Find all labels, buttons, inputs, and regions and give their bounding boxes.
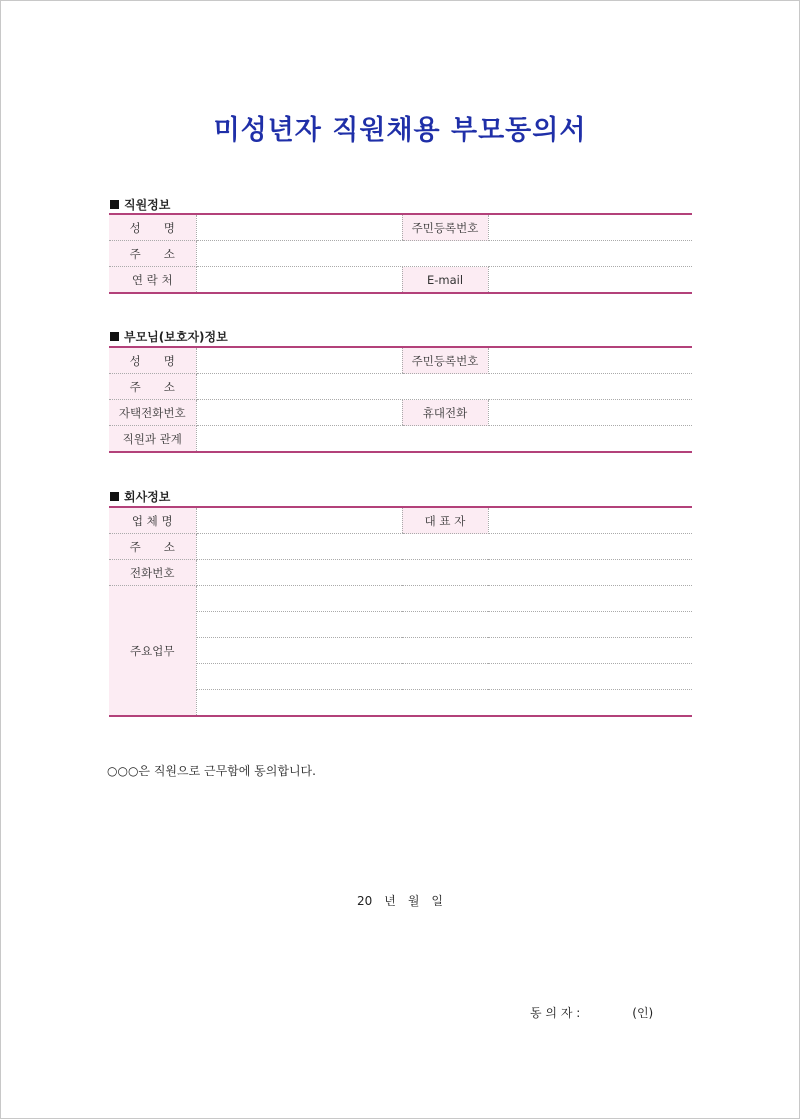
guardian-mobile-field[interactable] [488, 400, 692, 426]
employee-name-label: 성 명 [109, 214, 196, 241]
table-row [109, 664, 692, 690]
guardian-rrn-field[interactable] [488, 347, 692, 374]
seal-mark: (인) [632, 1006, 654, 1020]
company-duties-line[interactable] [196, 638, 692, 664]
signer-label: 동 의 자 : [530, 1006, 581, 1020]
consent-statement: ○○○은 직원으로 근무함에 동의합니다. [107, 764, 316, 778]
company-ceo-field[interactable] [488, 507, 692, 534]
square-bullet-icon [110, 332, 119, 341]
table-row [109, 241, 692, 267]
employee-rrn-label: 주민등록번호 [402, 214, 488, 241]
signer-line [530, 1004, 653, 1021]
employee-rrn-field[interactable] [488, 214, 692, 241]
guardian-address-field[interactable] [196, 374, 692, 400]
square-bullet-icon [110, 492, 119, 501]
company-duties-line[interactable] [196, 690, 692, 717]
table-row [109, 267, 692, 294]
table-row [109, 534, 692, 560]
employee-contact-label: 연 락 처 [109, 267, 196, 294]
section-heading-employee [110, 196, 170, 213]
employee-address-field[interactable] [196, 241, 692, 267]
guardian-name-field[interactable] [196, 347, 402, 374]
table-row [109, 690, 692, 717]
table-row [109, 426, 692, 453]
guardian-mobile-label: 휴대전화 [402, 400, 488, 426]
employee-email-label: E-mail [402, 267, 488, 294]
company-duties-line[interactable] [196, 586, 692, 612]
employee-name-field[interactable] [196, 214, 402, 241]
company-duties-line[interactable] [196, 664, 692, 690]
square-bullet-icon [110, 200, 119, 209]
guardian-home-phone-label: 자택전화번호 [109, 400, 196, 426]
employee-address-label: 주 소 [109, 241, 196, 267]
guardian-home-phone-field[interactable] [196, 400, 402, 426]
company-duties-line[interactable] [196, 612, 692, 638]
section-heading-company-label: 회사정보 [124, 490, 171, 504]
table-row [109, 374, 692, 400]
table-row [109, 586, 692, 612]
company-phone-label: 전화번호 [109, 560, 196, 586]
section-heading-company [110, 488, 170, 505]
document-title: 미성년자 직원채용 부모동의서 [213, 115, 587, 146]
company-info-table [109, 506, 692, 717]
guardian-relation-label: 직원과 관계 [109, 426, 196, 453]
table-row [109, 612, 692, 638]
company-address-field[interactable] [196, 534, 692, 560]
company-name-field[interactable] [196, 507, 402, 534]
section-heading-guardian [110, 328, 228, 345]
table-row [109, 347, 692, 374]
guardian-rrn-label: 주민등록번호 [402, 347, 488, 374]
guardian-relation-field[interactable] [196, 426, 692, 453]
table-row [109, 507, 692, 534]
company-phone-field[interactable] [196, 560, 692, 586]
company-name-label: 업 체 명 [109, 507, 196, 534]
table-row [109, 214, 692, 241]
table-row [109, 638, 692, 664]
date-line: 20 년 월 일 [356, 894, 444, 908]
section-heading-guardian-label: 부모님(보호자)정보 [124, 330, 228, 344]
guardian-name-label: 성 명 [109, 347, 196, 374]
employee-contact-field[interactable] [196, 267, 402, 294]
section-heading-employee-label: 직원정보 [124, 198, 171, 212]
employee-info-table [109, 213, 692, 294]
guardian-address-label: 주 소 [109, 374, 196, 400]
company-ceo-label: 대 표 자 [402, 507, 488, 534]
table-row [109, 560, 692, 586]
employee-email-field[interactable] [488, 267, 692, 294]
guardian-info-table [109, 346, 692, 453]
company-address-label: 주 소 [109, 534, 196, 560]
company-duties-label: 주요업무 [109, 586, 196, 717]
table-row [109, 400, 692, 426]
